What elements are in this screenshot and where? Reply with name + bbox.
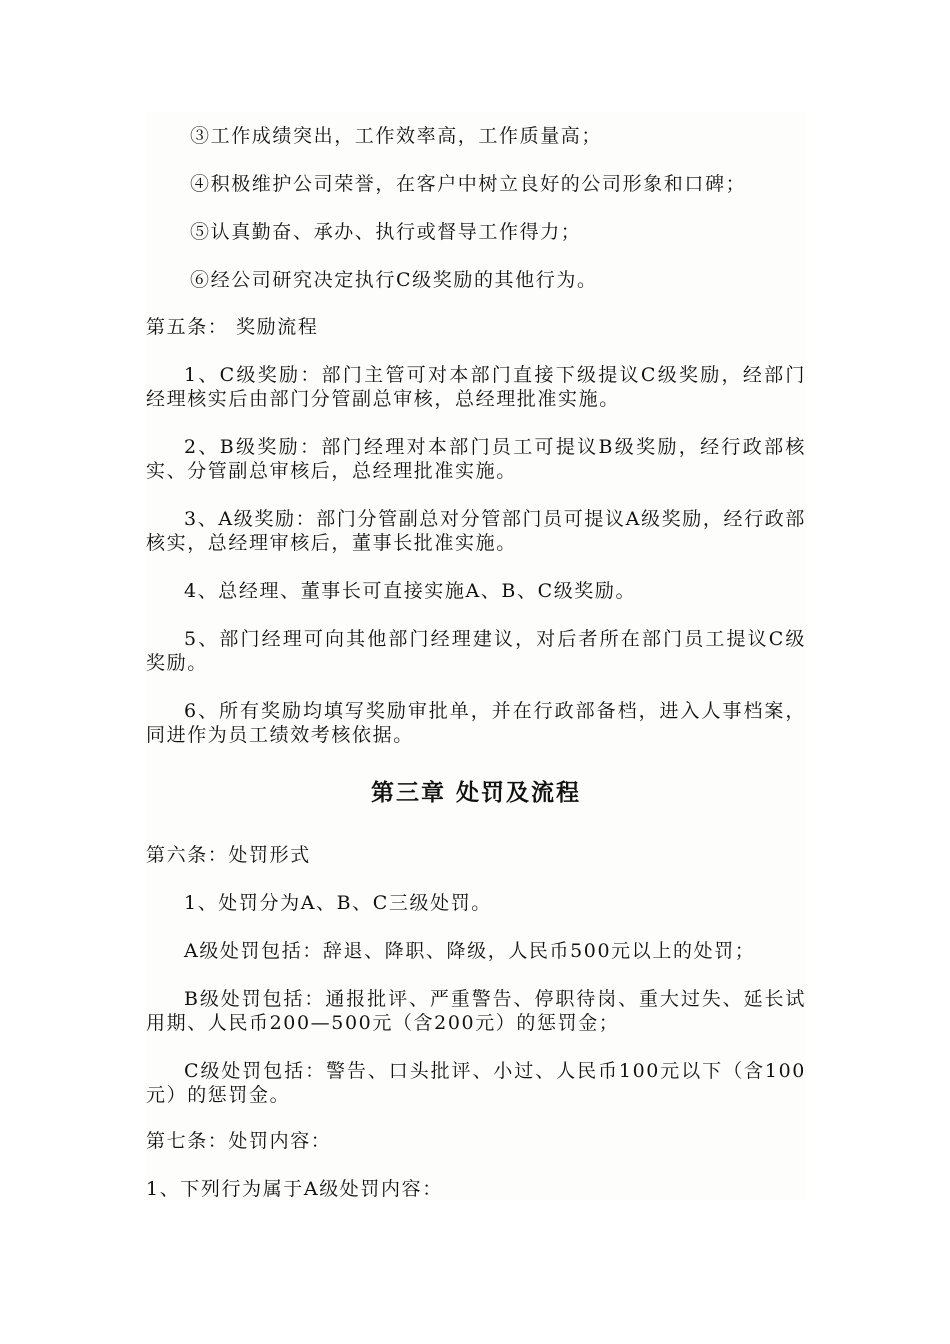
article-7-title: 第七条：处罚内容：	[146, 1130, 332, 1152]
list-item-5: ⑤认真勤奋、承办、执行或督导工作得力；	[190, 221, 582, 243]
penalty-level-b: B级处罚包括：通报批评、严重警告、停职待岗、重大过失、延长试用期、人民币200—500元（含200元）的惩罚金；	[146, 988, 806, 1034]
penalty-level-a: A级处罚包括：辞退、降职、降级，人民币500元以上的处罚；	[184, 940, 756, 962]
list-item-4: ④积极维护公司荣誉，在客户中树立良好的公司形象和口碑；	[190, 173, 747, 195]
reward-process-4: 4、总经理、董事长可直接实施A、B、C级奖励。	[184, 580, 637, 602]
reward-process-3: 3、A级奖励：部门分管副总对分管部门员可提议A级奖励，经行政部核实，总经理审核后，董事长批准实施。	[146, 508, 806, 554]
penalty-levels: 1、处罚分为A、B、C三级处罚。	[184, 892, 492, 914]
reward-process-1: 1、C级奖励：部门主管可对本部门直接下级提议C级奖励，经部门经理核实后由部门分管副总审核，总经理批准实施。	[146, 364, 806, 410]
list-item-6: ⑥经公司研究决定执行C级奖励的其他行为。	[190, 269, 598, 291]
penalty-level-c: C级处罚包括：警告、口头批评、小过、人民币100元以下（含100元）的惩罚金。	[146, 1060, 806, 1106]
penalty-content-a: 1、下列行为属于A级处罚内容：	[146, 1178, 443, 1200]
chapter-3-heading: 第三章 处罚及流程	[370, 780, 581, 806]
reward-process-2: 2、B级奖励：部门经理对本部门员工可提议B级奖励，经行政部核实、分管副总审核后，总经理批准实施。	[146, 436, 806, 482]
article-6-title: 第六条：处罚形式	[146, 844, 311, 866]
list-item-3: ③工作成绩突出，工作效率高，工作质量高；	[190, 125, 603, 147]
reward-process-5: 5、部门经理可向其他部门经理建议，对后者所在部门员工提议C级奖励。	[146, 628, 806, 674]
article-5-title: 第五条： 奖励流程	[146, 316, 319, 338]
reward-process-6: 6、所有奖励均填写奖励审批单，并在行政部备档，进入人事档案，同进作为员工绩效考核依据。	[146, 700, 806, 746]
